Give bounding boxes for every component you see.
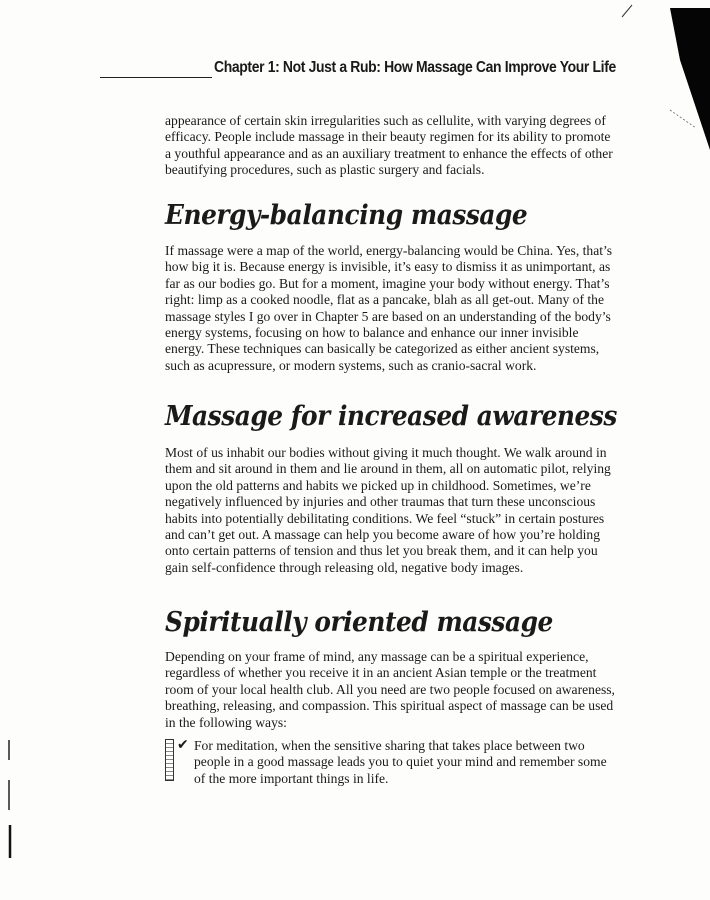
section-body-energy-balancing: If massage were a map of the world, energy-balancing would be China. Yes, that’s how big it is. Because energy is invisible, it’s easy to dismiss it as unimportant, as far as our bodies go. But for a moment, imagine your body without energy. That’s right: limp as a cooked noodle, flat as a pancake, blah as all get-out. Many of the massage styles I go over in Chapter 5 are based on an understanding of the body’s energy systems, focusing on how to balance and enhance our inner invisible energy. These techniques can basically be categorized as either ancient systems, such as acupressure, or modern systems, such as cranio-sacral work. bbox=[165, 243, 613, 373]
intro-paragraph: appearance of certain skin irregularities such as cellulite, with varying degrees of efficacy. People include massage in their beauty regimen for its ability to promote a youthful appearance and as an auxiliary treatment to enhance the effects of other beautifying procedures, such as plastic surgery and facials. bbox=[165, 113, 613, 178]
checkmark-icon: ✔ bbox=[177, 737, 189, 753]
bullet-margin-tab bbox=[165, 739, 174, 781]
scan-shadow-corner bbox=[670, 0, 710, 160]
scan-speck-top bbox=[620, 3, 634, 19]
section-body-spiritually-oriented: Depending on your frame of mind, any massage can be a spiritual experience, regardless of whether you receive it in an ancient Asian temple or the treatment room of your local health club. All you need are two people focused on awareness, breathing, releasing, and compassion. This spiritual aspect of massage can be used in the following ways: bbox=[165, 649, 615, 730]
chapter-running-header: Chapter 1: Not Just a Rub: How Massage Can Improve Your Life bbox=[214, 59, 616, 76]
section-heading-increased-awareness: Massage for increased awareness bbox=[165, 401, 617, 432]
scan-binding-marks bbox=[3, 720, 15, 860]
scan-dash-right bbox=[668, 108, 698, 130]
bullet-item: For meditation, when the sensitive sharing that takes place between two people in a good massage leads you to quiet your mind and remember some of the more important things in life. bbox=[194, 738, 607, 786]
section-body-increased-awareness: Most of us inhabit our bodies without giving it much thought. We walk around in them and sit around in them and lie around in them, all on automatic pilot, relying upon the old patterns and habits we picked up in childhood. Sometimes, we’re negatively influenced by injuries and other traumas that turn these unconscious habits into potentially debilitating conditions. We feel “stuck” in certain postures and can’t get out. A massage can help you become aware of how you’re holding onto certain patterns of tension and thus let you break them, and it can help you gain self-confidence through releasing old, negative body images. bbox=[165, 445, 611, 575]
section-heading-energy-balancing: Energy-balancing massage bbox=[165, 200, 528, 231]
header-rule bbox=[100, 77, 212, 78]
section-heading-spiritually-oriented: Spiritually oriented massage bbox=[165, 607, 553, 638]
